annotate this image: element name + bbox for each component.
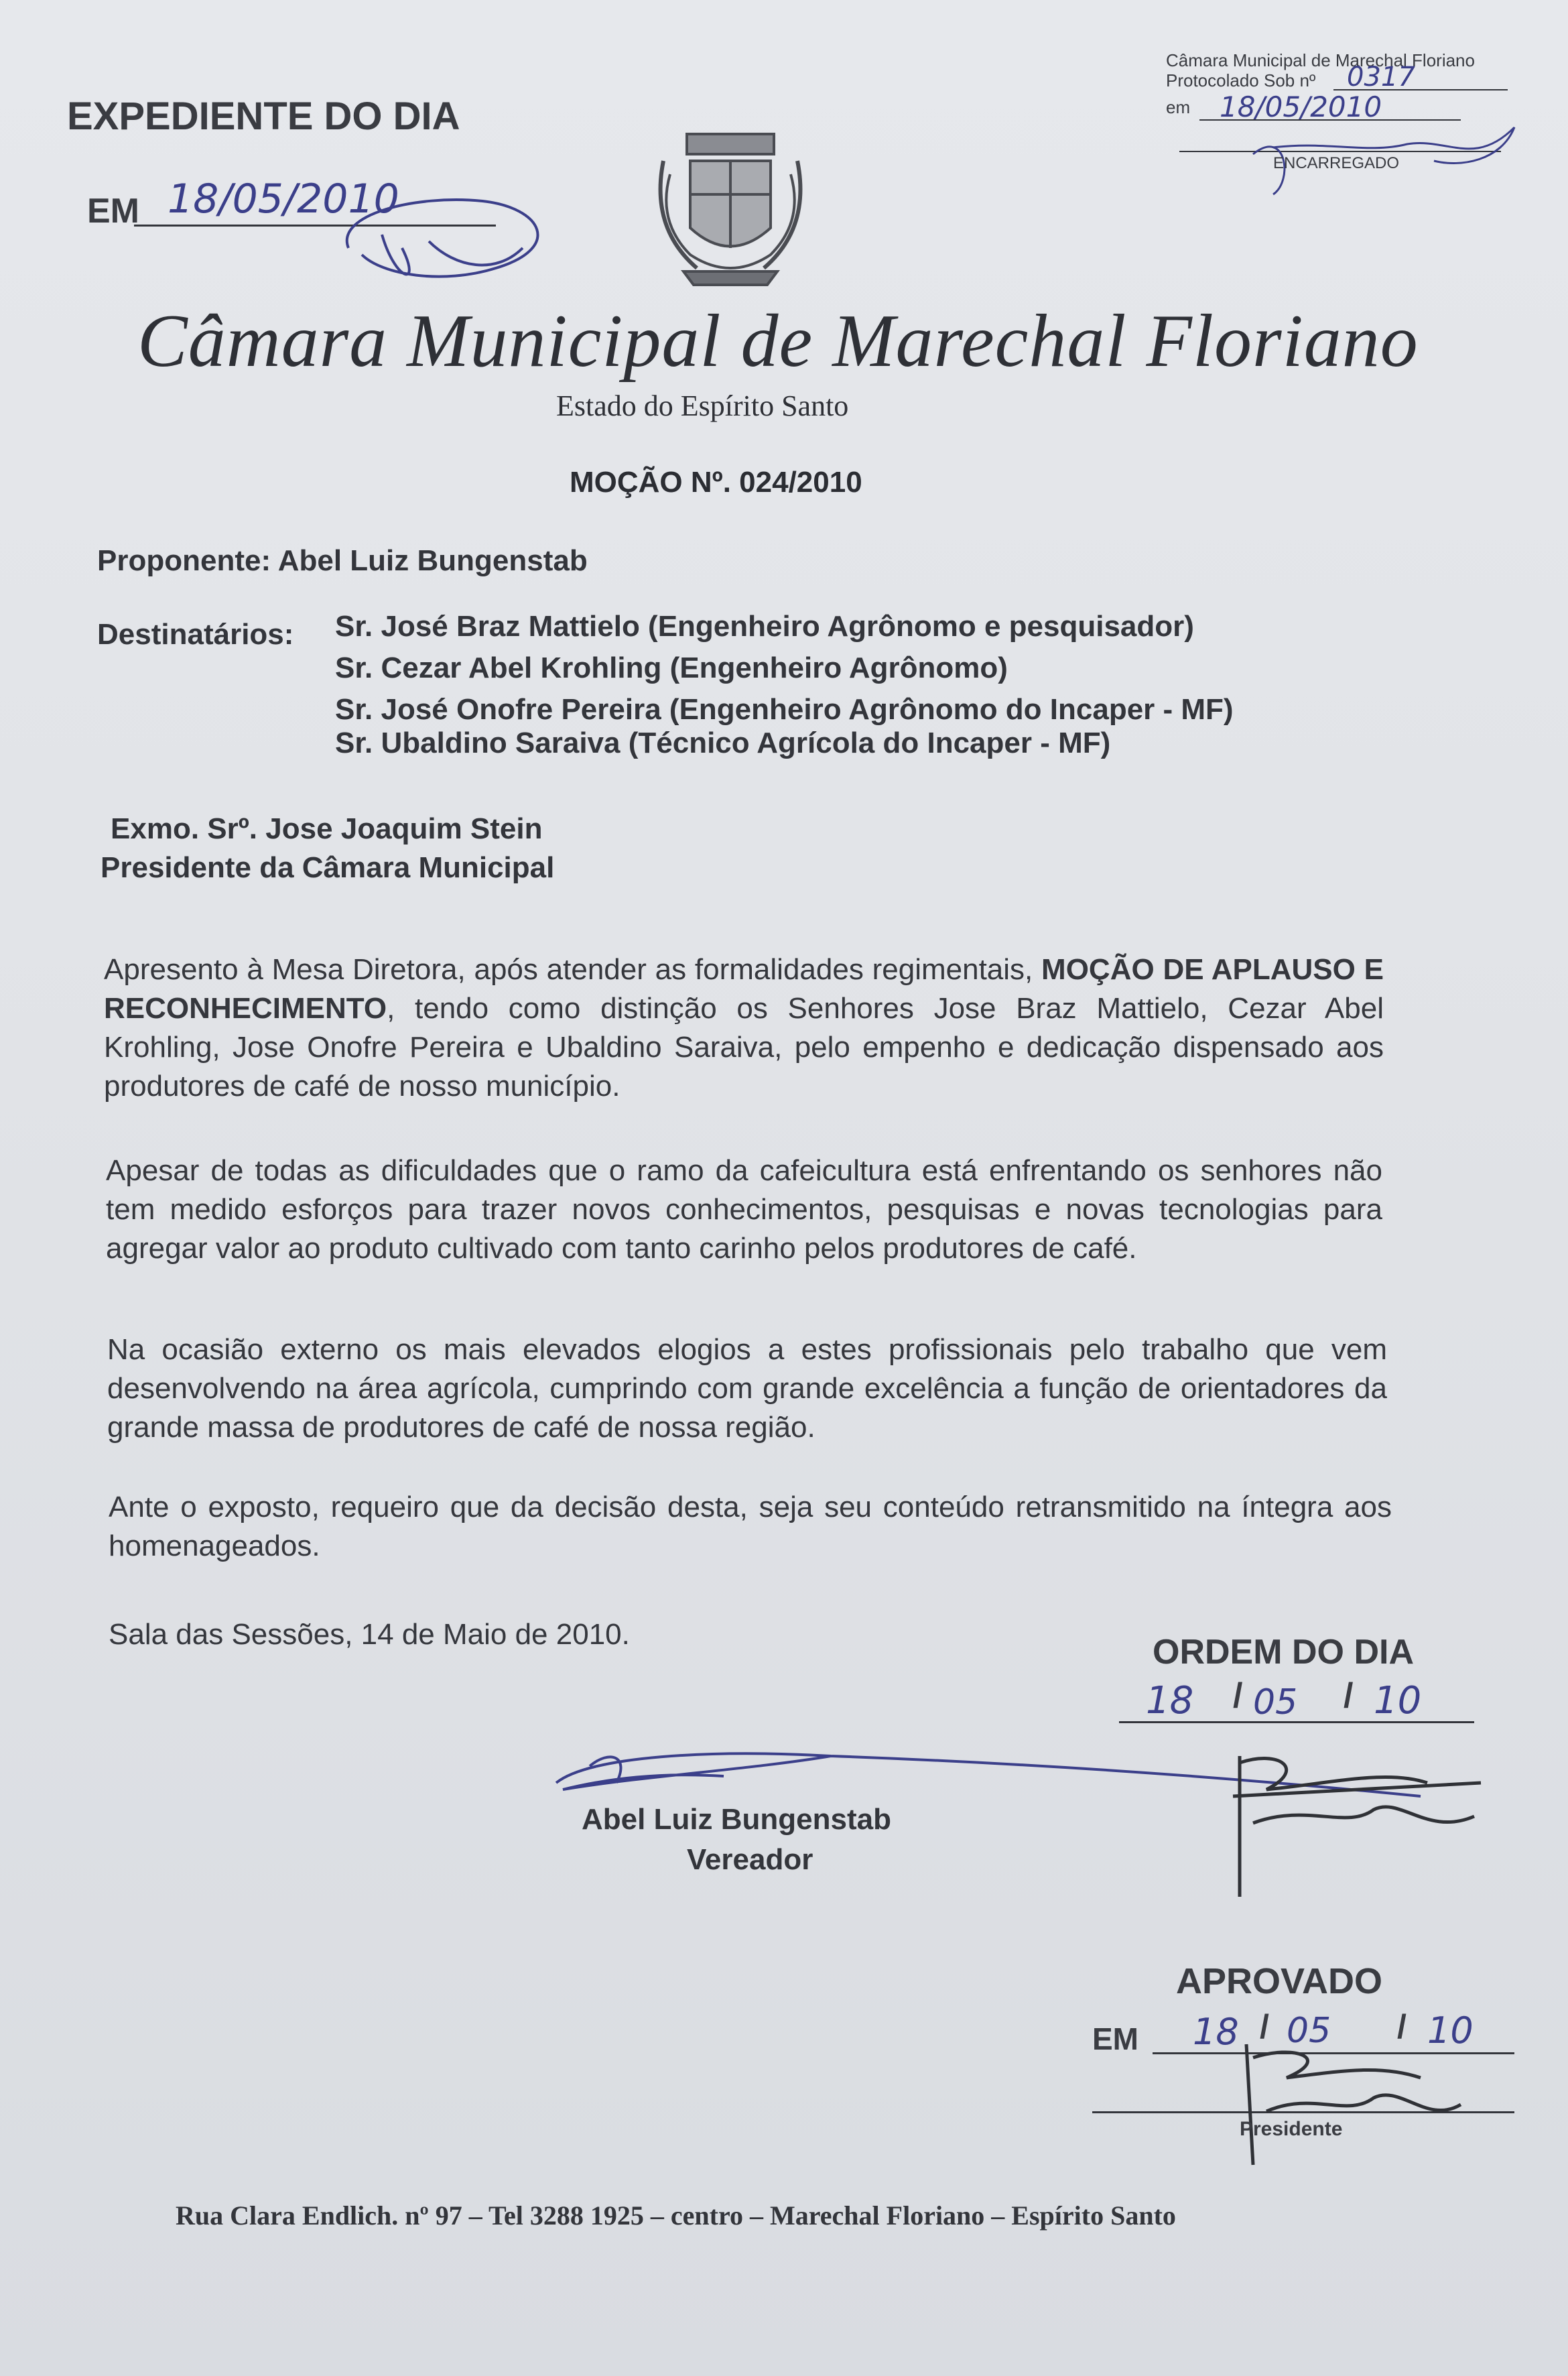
paragraph-2: Apesar de todas as dificuldades que o ramo da cafeicultura está enfrentando os senhores não tem medido esforços para trazer novos conhecimentos, pesquisas e novas tecnologias para agregar valor ao produto cultivado com tanto carinho pelos produtores de café. (106, 1154, 1382, 1265)
expediente-handwritten-date: 18/05/2010 (168, 176, 399, 223)
paragraph-1-end: , tendo como distinção os Senhores Jose Braz Mattielo, Cezar Abel Krohling, Jose Onofre Pereira e Ubaldino Saraiva, pelo empenho e dedicação dispensado aos produtores de café de nosso município. (104, 992, 1384, 1103)
protocol-date-handwritten: 18/05/2010 (1220, 90, 1382, 123)
expediente-em-label: EM (87, 192, 139, 231)
aprovado-day: 18 (1193, 2011, 1239, 2053)
destinatarios-label: Destinatários: (97, 618, 294, 651)
ordem-president-signature (1226, 1743, 1494, 1917)
paragraph-1 (104, 950, 1384, 1106)
closing-line: Sala das Sessões, 14 de Maio de 2010. (109, 1618, 630, 1651)
protocol-encarregado-label: ENCARREGADO (1273, 154, 1400, 172)
destinatario-item: Sr. José Onofre Pereira (Engenheiro Agrônomo do Incaper - MF) (335, 693, 1234, 726)
state-subtitle: Estado do Espírito Santo (556, 389, 849, 422)
protocol-em-label: em (1166, 97, 1191, 117)
ordem-slash-2: / (1344, 1676, 1354, 1715)
destinatario-item: Sr. Cezar Abel Krohling (Engenheiro Agrônomo) (335, 651, 1008, 684)
aprovado-presidente-label: Presidente (1240, 2118, 1343, 2140)
protocol-stamp-line1: Câmara Municipal de Marechal Floriano (1166, 50, 1475, 70)
addressee-name: Exmo. Srº. Jose Joaquim Stein (111, 812, 543, 845)
aprovado-em-label: EM (1092, 2021, 1138, 2056)
document-number: MOÇÃO Nº. 024/2010 (570, 466, 862, 499)
aprovado-slash-1: / (1260, 2008, 1269, 2046)
paragraph-1-bold: MOÇÃO DE APLAUSO E RECONHECIMENTO (104, 953, 1384, 1025)
proponente-line: Proponente: Abel Luiz Bungenstab (97, 544, 588, 577)
protocol-number-label: Protocolado Sob nº (1166, 70, 1316, 90)
ordem-day: 18 (1146, 1679, 1194, 1723)
addressee-title: Presidente da Câmara Municipal (101, 851, 555, 884)
expediente-initials-scribble (322, 174, 576, 295)
destinatario-item: Sr. José Braz Mattielo (Engenheiro Agrônomo e pesquisador) (335, 610, 1194, 643)
signer-name: Abel Luiz Bungenstab (582, 1803, 891, 1836)
signer-role: Vereador (687, 1843, 813, 1876)
aprovado-month: 05 (1287, 2011, 1331, 2051)
coat-of-arms-seal (643, 121, 818, 288)
ordem-month: 05 (1253, 1682, 1298, 1723)
ordem-slash-1: / (1233, 1676, 1243, 1715)
destinatario-item: Sr. Ubaldino Saraiva (Técnico Agrícola do Incaper - MF) (335, 727, 1111, 759)
aprovado-stamp-title: APROVADO (1176, 1961, 1383, 2001)
aprovado-slash-2: / (1397, 2008, 1407, 2046)
paragraph-3: Na ocasião externo os mais elevados elogios a estes profissionais pelo trabalho que vem desenvolvendo na área agrícola, cumprindo com grande excelência a função de orientadores da grande massa de produtores de café de nossa região. (107, 1333, 1387, 1444)
ordem-stamp-title: ORDEM DO DIA (1153, 1633, 1414, 1672)
footer-address: Rua Clara Endlich. nº 97 – Tel 3288 1925 – centro – Marechal Floriano – Espírito Santo (176, 2200, 1176, 2231)
protocol-number-handwritten: 0317 (1347, 62, 1415, 92)
ordem-year: 10 (1374, 1679, 1422, 1723)
paragraph-4: Ante o exposto, requeiro que da decisão desta, seja seu conteúdo retransmitido na íntegra aos homenageados. (109, 1491, 1392, 1562)
paragraph-1-start: Apresento à Mesa Diretora, após atender as formalidades regimentais, (104, 953, 1042, 986)
institution-title: Câmara Municipal de Marechal Floriano (137, 300, 1419, 383)
expediente-stamp-title: EXPEDIENTE DO DIA (67, 95, 460, 138)
aprovado-year: 10 (1427, 2009, 1474, 2052)
aprovado-president-signature (1233, 2038, 1474, 2172)
